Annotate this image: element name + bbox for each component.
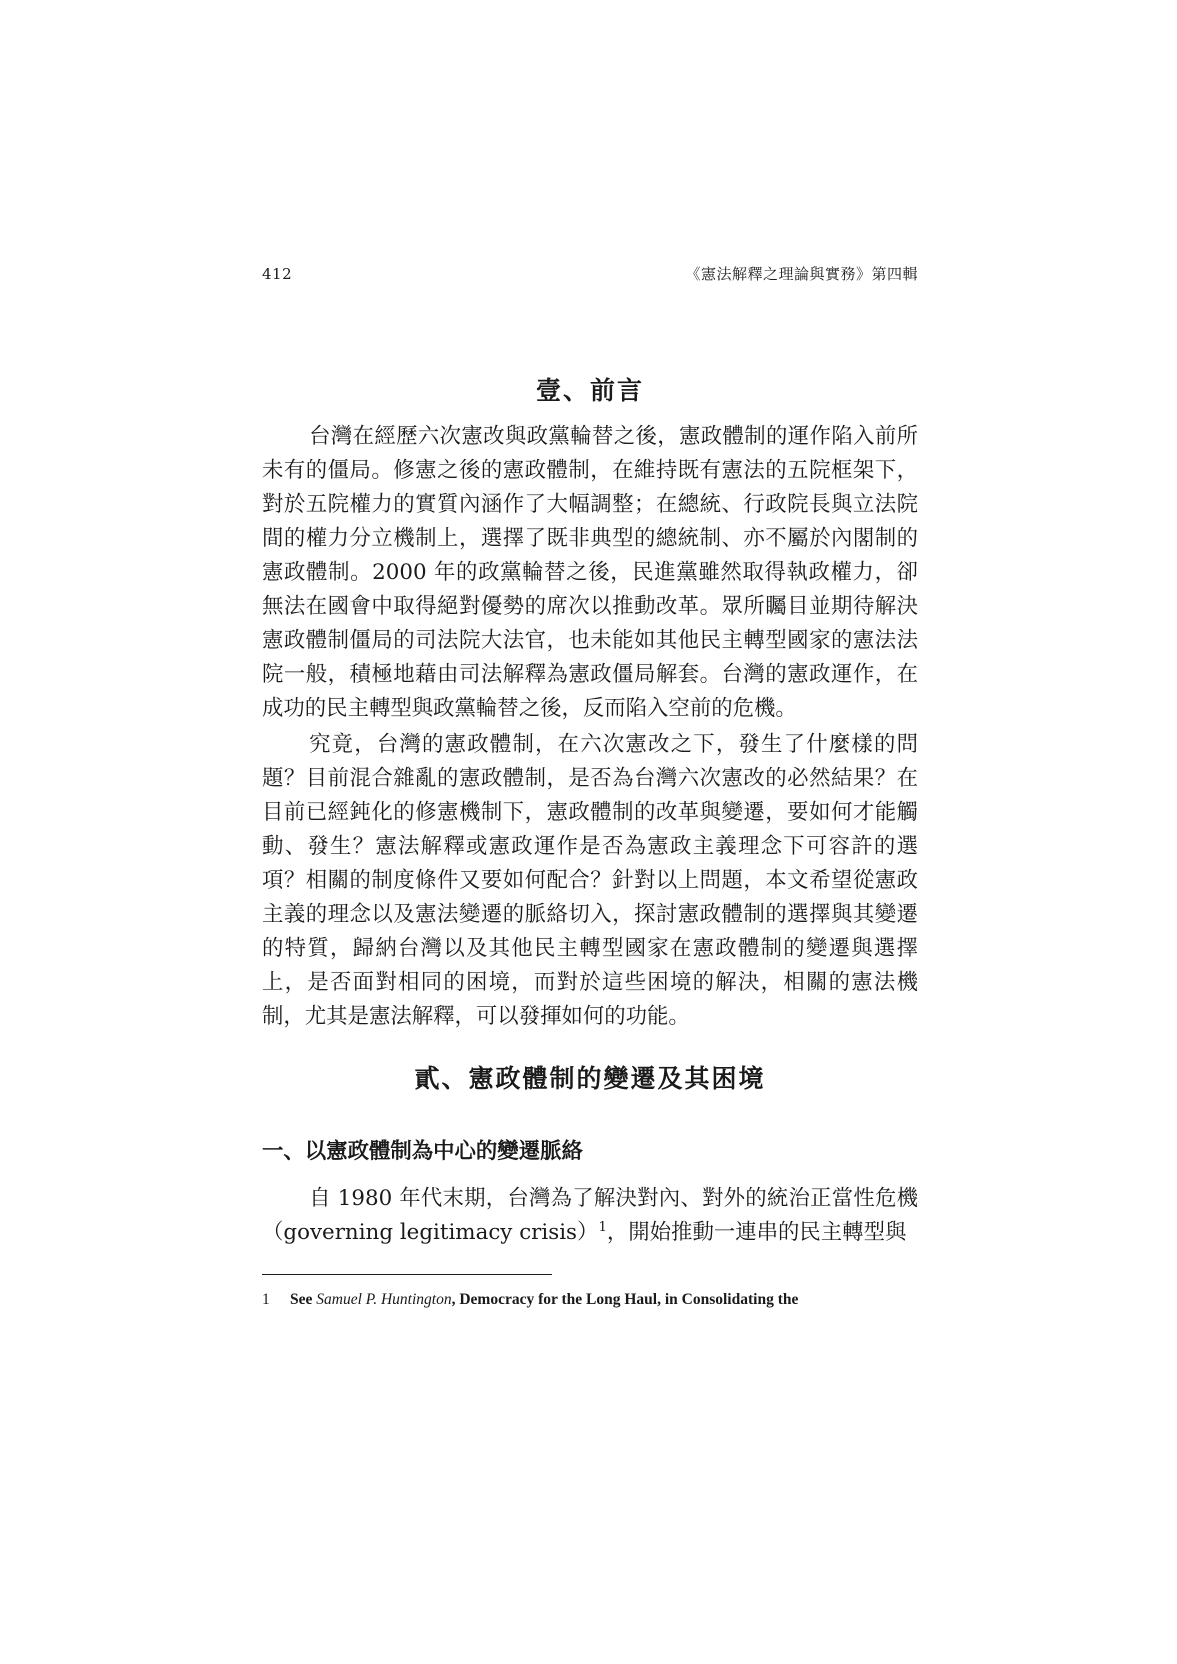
footnote-prefix: See [290,1291,317,1308]
footnote-reference[interactable]: 1 [598,1219,607,1235]
footnote-divider [262,1274,552,1275]
footnote-author: Samuel P. Huntington [316,1291,452,1308]
footnote-text [290,1289,918,1311]
paragraph-text-after-note: ，開始推動一連串的民主轉型與 [606,1220,907,1245]
footnote [262,1289,918,1311]
paragraph-change-context [262,1182,918,1250]
footnote-citation: , Democracy for the Long Haul, in Consolidating the [451,1291,799,1308]
section-title-introduction: 壹、前言 [535,376,644,405]
running-header [262,262,918,286]
page-number: 412 [262,265,293,283]
book-title: 《憲法解釋之理論與實務》第四輯 [685,265,918,283]
paragraph-intro-2: 究竟，台灣的憲政體制，在六次憲改之下，發生了什麼樣的問題？目前混合雜亂的憲政體制，是否為台灣六次憲改的必然結果？在目前已經鈍化的修憲機制下，憲政體制的改革與變遷，要如何才能觸動、發生？憲法解釋或憲政運作是否為憲政主義理念下可容許的選項？相關的制度條件又要如何配合？針對以上問題，本文希望從憲政主義的理念以及憲法變遷的脈絡切入，探討憲政體制的選擇與其變遷的特質，歸納台灣以及其他民主轉型國家在憲政體制的變遷與選擇上，是否面對相同的困境，而對於這些困境的解決，相關的憲法機制，尤其是憲法解釋，可以發揮如何的功能。 [262,732,918,1029]
footnote-number: 1 [262,1291,270,1308]
paragraph-intro-1: 台灣在經歷六次憲改與政黨輪替之後，憲政體制的運作陷入前所未有的僵局。修憲之後的憲政體制，在維持既有憲法的五院框架下，對於五院權力的實質內涵作了大幅調整；在總統、行政院長與立法院間的權力分立機制上，選擇了既非典型的總統制、亦不屬於內閣制的憲政體制。2000 年的政黨輪替之後，民進黨雖然取得執政權力，卻無法在國會中取得絕對優勢的席次以推動改革。眾所矚目並期待解決憲政體制僵局的司法院大法官，也未能如其他民主轉型國家的憲法法院一般，積極地藉由司法解釋為憲政僵局解套。台灣的憲政運作，在成功的民主轉型與政黨輪替之後，反而陷入空前的危機。 [262,424,918,721]
document-page [262,262,918,1311]
section-title-constitutional-change: 貳、憲政體制的變遷及其困境 [414,1064,766,1093]
subsection-title: 一、以憲政體制為中心的變遷脈絡 [262,1139,583,1164]
paragraph-text-before-note: 自 1980 年代末期，台灣為了解決對內、對外的統治正當性危機（governing legitimacy crisis） [262,1186,918,1245]
